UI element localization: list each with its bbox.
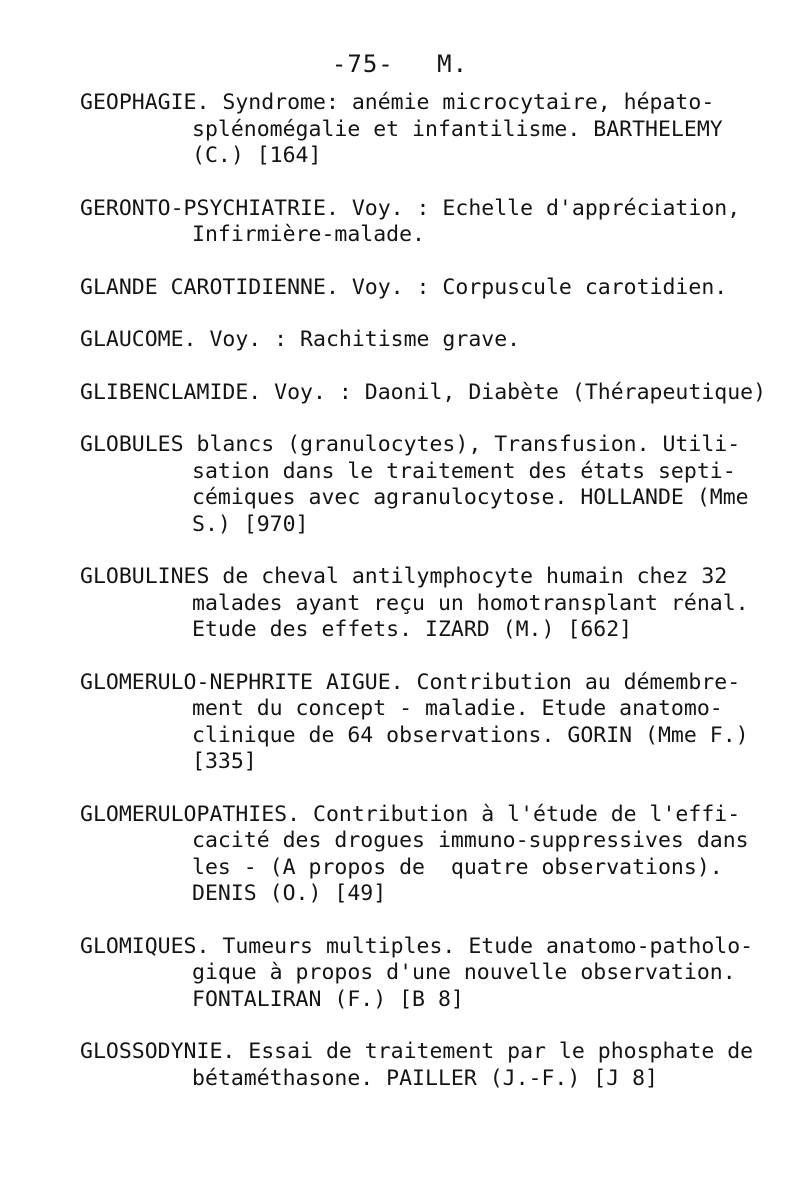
index-entry (80, 934, 760, 1014)
entry-continuation-line: DENIS (O.) [49] (192, 881, 387, 906)
index-entry (80, 1039, 760, 1092)
entry-heading-line: GLOMERULOPATHIES. Contribution à l'étude de l'effi- (80, 801, 741, 827)
entry-heading-line: GLOBULES blancs (granulocytes), Transfusion. Utili- (80, 432, 741, 457)
entry-continuation-line: ment du concept - maladie. Etude anatomo- (192, 696, 723, 721)
entry-continuation-line: bétaméthasone. PAILLER (J.-F.) [J 8] (192, 1065, 658, 1091)
entry-heading-line: GLOBULINES de cheval antilymphocyte humain chez 32 (80, 564, 728, 589)
entry-heading-line: GLAUCOME. Voy. : Rachitisme grave. (80, 327, 521, 352)
entry-continuation-line: [335] (192, 749, 257, 774)
entry-heading-line: GLOMERULO-NEPHRITE AIGUE. Contribution au démembre- (80, 669, 741, 695)
index-entry (80, 432, 760, 538)
index-entry (80, 196, 760, 249)
index-entries (80, 90, 767, 1118)
entry-heading-line: GLOSSODYNIE. Essai de traitement par le phosphate de (80, 1039, 754, 1064)
index-entry (80, 670, 760, 776)
entry-continuation-line: Infirmière-malade. (192, 222, 425, 247)
entry-heading-line: GLIBENCLAMIDE. Voy. : Daonil, Diabète (Thérapeutique) (80, 379, 767, 405)
entry-heading-line: GEOPHAGIE. Syndrome: anémie microcytaire, hépato- (80, 90, 715, 115)
entry-continuation-line: cémiques avec agranulocytose. HOLLANDE (Mme (192, 485, 749, 510)
entry-heading-line: GLOMIQUES. Tumeurs multiples. Etude anatomo-patholo- (80, 933, 754, 959)
entry-continuation-line: sation dans le traitement des états septi- (192, 458, 736, 484)
entry-continuation-line: gique à propos d'une nouvelle observation. (192, 960, 736, 985)
index-entry (80, 379, 767, 407)
entry-continuation-line: (C.) [164] (192, 143, 322, 168)
entry-heading-line: GLANDE CAROTIDIENNE. Voy. : Corpuscule carotidien. (80, 274, 728, 300)
page-header (0, 50, 800, 78)
index-entry (80, 802, 760, 908)
entry-continuation-line: clinique de 64 observations. GORIN (Mme F.) (192, 722, 749, 748)
entry-heading-line: GERONTO-PSYCHIATRIE. Voy. : Echelle d'appréciation, (80, 195, 741, 221)
entry-continuation-line: Etude des effets. IZARD (M.) [662] (192, 617, 633, 642)
entry-continuation-line: splénomégalie et infantilisme. BARTHELEMY (192, 116, 723, 142)
index-entry (80, 275, 760, 302)
index-entry (80, 90, 760, 170)
entry-continuation-line: les - (A propos de quatre observations). (192, 854, 723, 880)
entry-continuation-line: FONTALIRAN (F.) [B 8] (192, 986, 464, 1012)
index-entry (80, 564, 760, 644)
index-entry (80, 327, 760, 354)
section-letter: M. (437, 50, 469, 78)
entry-continuation-line: malades ayant reçu un homotransplant rénal. (192, 590, 749, 616)
entry-continuation-line: cacité des drogues immuno-suppressives dans (192, 828, 749, 853)
page-number: -75- (331, 50, 394, 78)
entry-continuation-line: S.) [970] (192, 511, 309, 537)
